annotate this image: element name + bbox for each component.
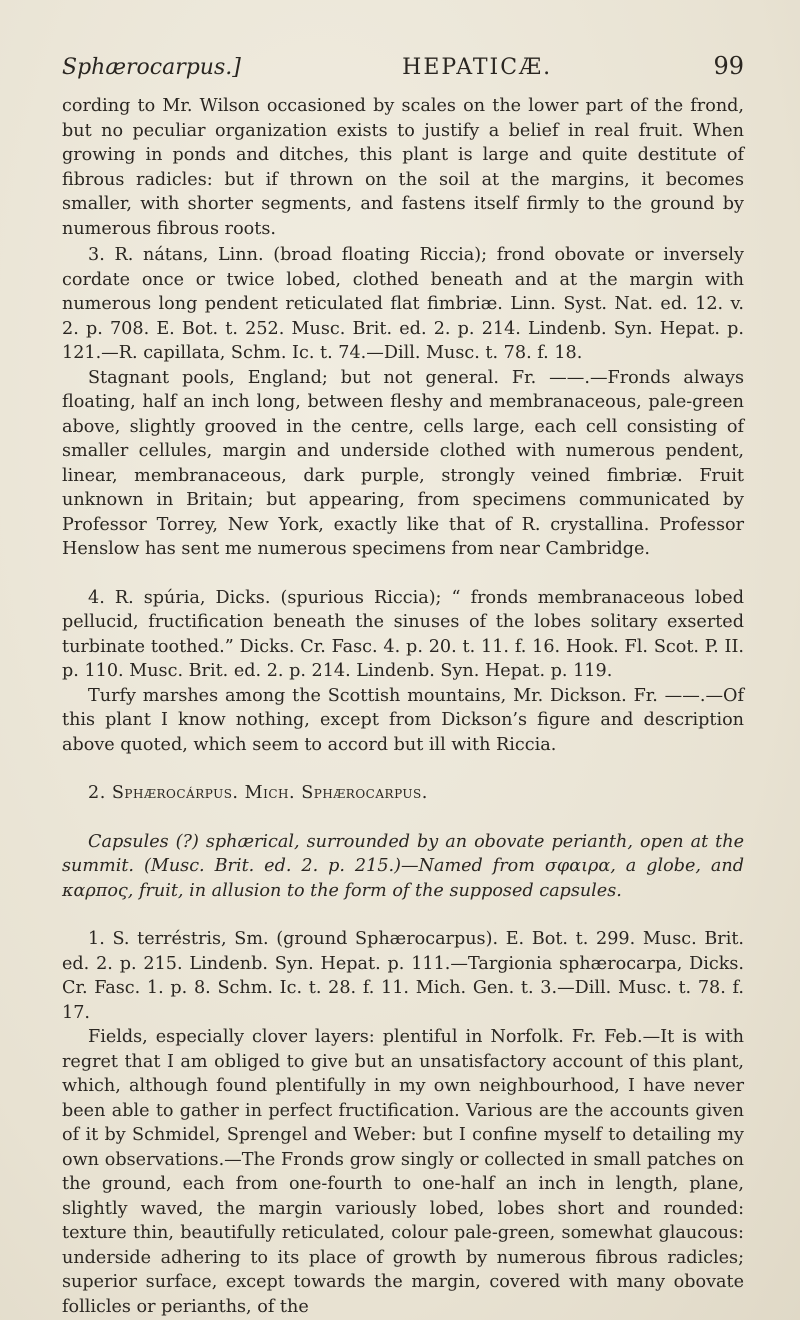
species-entry-natans: 3. R. nátans, Linn. (broad floating Riccia); frond obovate or inversely cordate once or twice lobed, clothed beneath and at the margin with numerous long pendent reticulated flat fimbriæ. Linn. Syst. Nat. ed. 12. v. 2. p. 708. E. Bot. t. 252. Musc. Brit. ed. 2. p. 214. Lindenb. Syn. Hepat. p. 121.—R. capillata, Schm. Ic. t. 74.—Dill. Musc. t. 78. f. 18.: [62, 245, 744, 363]
paragraph-continued: cording to Mr. Wilson occasioned by scales on the lower part of the frond, but no peculiar organization exists to justify a belief in real fruit. When growing in ponds and ditches, this plant is large and quite destitute of fibrous radicles: but if thrown on the soil at the margins, it becomes smaller, with shorter segments, and fastens itself firmly to the ground by numerous fibrous roots.: [62, 96, 744, 239]
genus-description: Capsules (?) sphærical, surrounded by an obovate perianth, open at the summit. (Musc. Brit. ed. 2. p. 215.)—Named from σφαιρα, a globe, and καρπος, fruit, in allusion to the form of the supposed capsules.: [62, 831, 744, 901]
species-entry-terrestris: 1. S. terréstris, Sm. (ground Sphærocarpus). E. Bot. t. 299. Musc. Brit. ed. 2. p. 215. Lindenb. Syn. Hepat. p. 111.—Targionia sphærocarpa, Dicks. Cr. Fasc. 1. p. 8. Schm. Ic. t. 28. f. 11. Mich. Gen. t. 3.—Dill. Musc. t. 78. f. 17.: [62, 929, 744, 1023]
running-head-genus: Sphærocarpus.]: [62, 55, 241, 80]
page-number: 99: [713, 52, 744, 80]
species-entry-spuria: 4. R. spúria, Dicks. (spurious Riccia); “ fronds membranaceous lobed pellucid, fructification beneath the sinuses of the lobes solitary exserted turbinate toothed.” Dicks. Cr. Fasc. 4. p. 20. t. 11. f. 16. Hook. Fl. Scot. P. II. p. 110. Musc. Brit. ed. 2. p. 214. Lindenb. Syn. Hepat. p. 119.: [62, 587, 744, 681]
genus-heading: 2. Sphærocárpus. Mich. Sphærocarpus.: [88, 783, 428, 803]
running-head: [62, 52, 744, 80]
running-head-title: HEPATICÆ.: [402, 55, 553, 80]
habitat-natans: Stagnant pools, England; but not general. Fr. ——.—Fronds always floating, half an inch long, between fleshy and membranaceous, pale-green above, slightly grooved in the centre, cells large, each cell consisting of smaller cellules, margin and underside clothed with numerous pendent, linear, membranaceous, dark purple, strongly veined fimbriæ. Fruit unknown in Britain; but appearing, from specimens communicated by Professor Torrey, New York, exactly like that of R. crystallina. Professor Henslow has sent me numerous specimens from near Cambridge.: [62, 367, 744, 559]
habitat-terrestris: Fields, especially clover layers: plentiful in Norfolk. Fr. Feb.—It is with regret that I am obliged to give but an unsatisfactory account of this plant, which, although found plentifully in my own neighbourhood, I have never been able to gather in perfect fructification. Various are the accounts given of it by Schmidel, Sprengel and Weber: but I confine myself to detailing my own observations.—The Fronds grow singly or collected in small patches on the ground, each from one-fourth to one-half an inch in length, plane, slightly waved, the margin variously lobed, lobes short and rounded: texture thin, beautifully reticulated, colour pale-green, somewhat glaucous: underside adhering to its place of growth by numerous fibrous radicles; superior surface, except towards the margin, covered with many obovate follicles or perianths, of the: [62, 1027, 744, 1317]
habitat-spuria: Turfy marshes among the Scottish mountains, Mr. Dickson. Fr. ——.—Of this plant I know nothing, except from Dickson’s figure and description above quoted, which seem to accord but ill with Riccia.: [62, 685, 744, 755]
